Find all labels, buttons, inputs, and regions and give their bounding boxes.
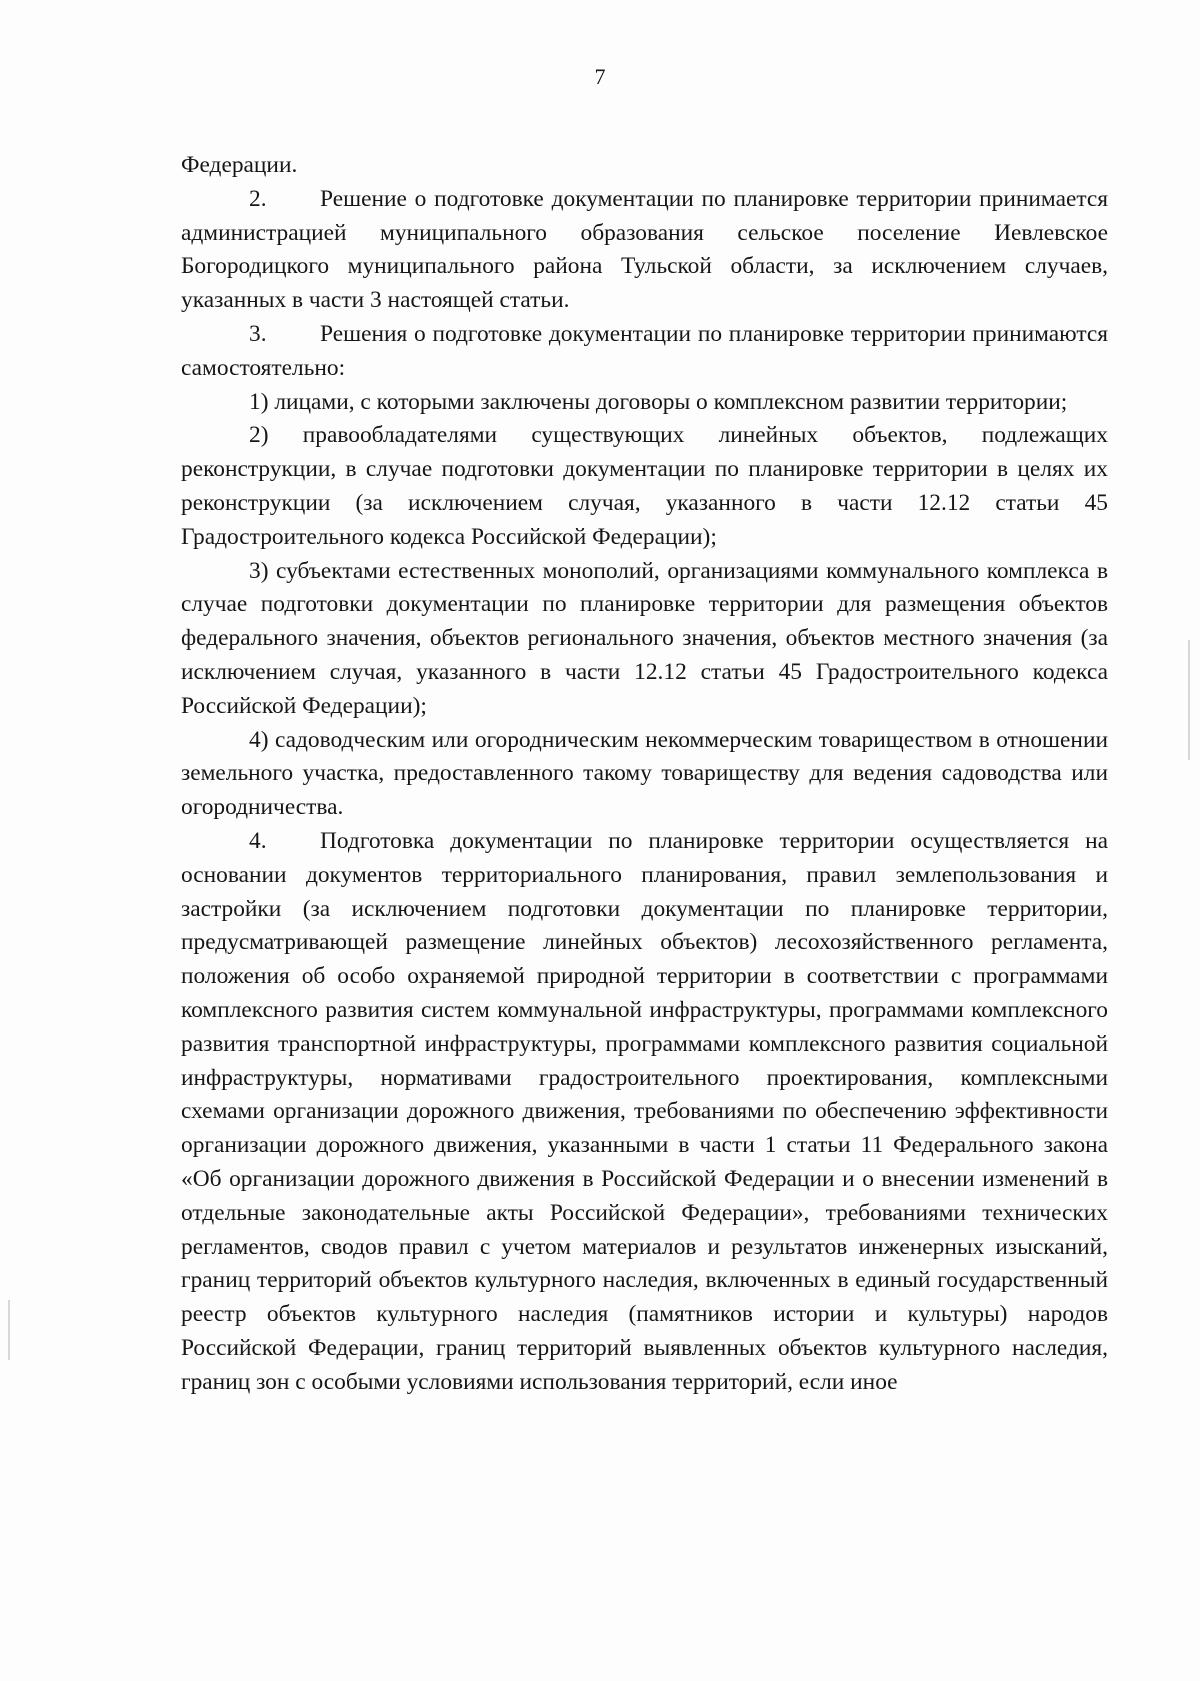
paragraph-number: 4.: [249, 827, 267, 854]
paragraph-text: Решение о подготовке документации по планировке территории принимается администрацией муниципального образования сельское поселение Иевлевское Богородицкого муниципального района Тульской области, за исключением случаев, указанных в части 3 настоящей статьи.: [181, 185, 1108, 314]
paragraph-text: 1) лицами, с которыми заключены договоры о комплексном развитии территории;: [249, 388, 1068, 415]
paragraph-text: 4) садоводческим или огородническим некоммерческим товариществом в отношении земельного участка, предоставленного такому товариществу для ведения садоводства или огородничества.: [181, 726, 1108, 821]
paragraph-item-2: [181, 183, 1108, 318]
paragraph-text: 3) субъектами естественных монополий, организациями коммунального комплекса в случае подготовки документации по планировке территории для размещения объектов федерального значения, объектов регионального значения, объектов местного значения (за исключением случая, указанного в части 12.12 статьи 45 Градостроительного кодекса Российской Федерации);: [181, 557, 1108, 719]
subitem-1: [181, 386, 1108, 420]
paragraph-text: Решения о подготовке документации по планировке территории принимаются самостоятельно:: [181, 320, 1108, 381]
paragraph-number: 2.: [249, 185, 267, 212]
subitem-2: [181, 419, 1108, 554]
paragraph-number: 3.: [249, 320, 267, 347]
subitem-3: [181, 555, 1108, 724]
subitem-4: [181, 724, 1108, 825]
paragraph-item-4: [181, 825, 1108, 1400]
page-number: 7: [594, 64, 606, 89]
document-body: [181, 149, 1108, 1399]
paragraph-continuation: [181, 149, 1108, 183]
paragraph-item-3: [181, 318, 1108, 386]
paragraph-text: Федерации.: [181, 152, 298, 178]
scan-edge-mark: [8, 1300, 10, 1360]
scan-edge-mark: [1188, 640, 1190, 760]
paragraph-text: Подготовка документации по планировке территории осуществляется на основании документов территориального планирования, правил землепользования и застройки (за исключением подготовки документации по планировке территории, предусматривающей размещение линейных объектов) лесохозяйственного регламента, положения об особо охраняемой природной территории в соответствии с программами комплексного развития систем коммунальной инфраструктуры, программами комплексного развития транспортной инфраструктуры, программами комплексного развития социальной инфраструктуры, нормативами градостроительного проектирования, комплексными схемами организации дорожного движения, требованиями по обеспечению эффективности организации дорожного движения, указанными в части 1 статьи 11 Федерального закона «Об организации дорожного движения в Российской Федерации и о внесении изменений в отдельные законодательные акты Российской Федерации», требованиями технических регламентов, сводов правил с учетом материалов и результатов инженерных изысканий, границ территорий объектов культурного наследия, включенных в единый государственный реестр объектов культурного наследия (памятников истории и культуры) народов Российской Федерации, границ территорий выявленных объектов культурного наследия, границ зон с особыми условиями использования территорий, если иное: [181, 827, 1108, 1395]
paragraph-text: 2) правообладателями существующих линейных объектов, подлежащих реконструкции, в случае подготовки документации по планировке территории в целях их реконструкции (за исключением случая, указанного в части 12.12 статьи 45 Градостроительного кодекса Российской Федерации);: [181, 422, 1108, 550]
